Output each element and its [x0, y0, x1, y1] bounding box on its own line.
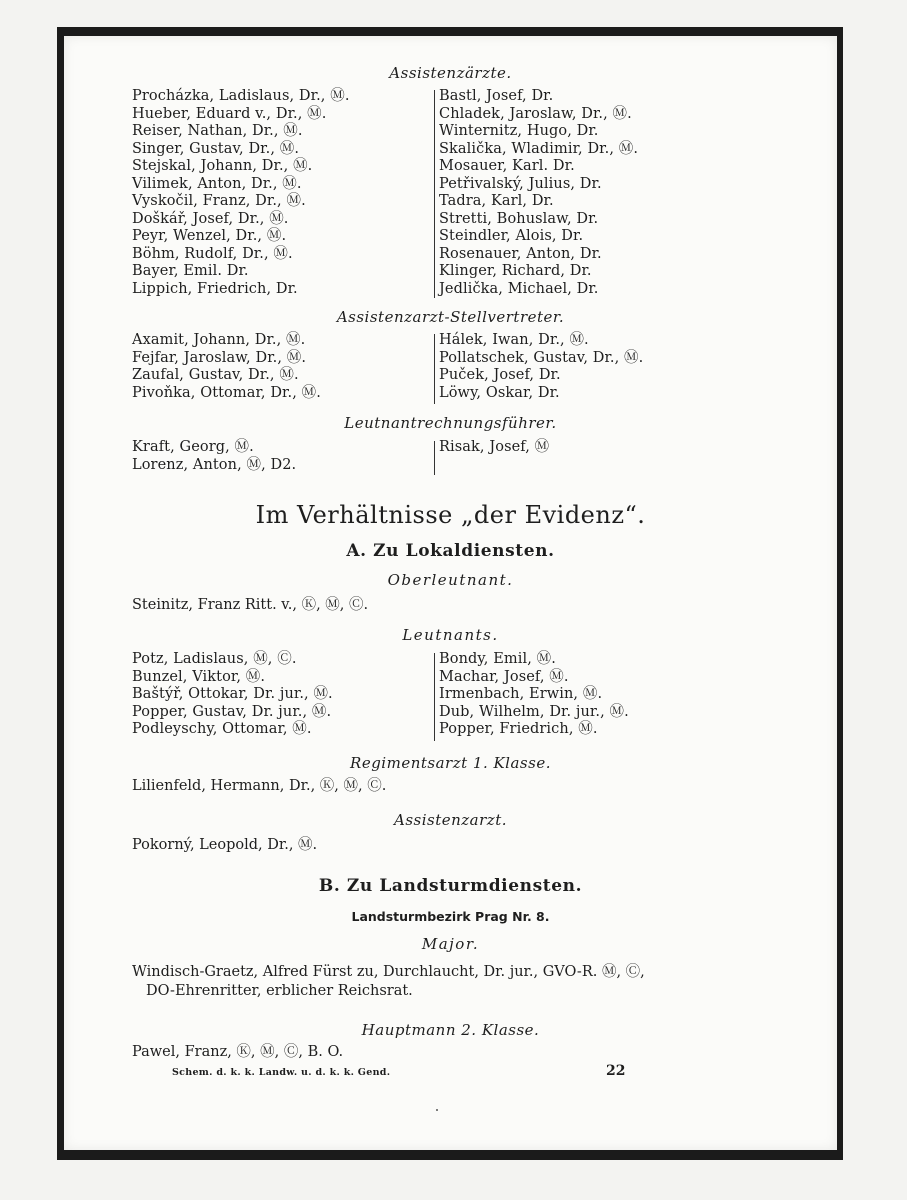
entry-major-line-1: Windisch-Graetz, Alfred Fürst zu, Durchlaucht, Dr. jur., GVO-R. Ⓜ, Ⓒ,	[132, 964, 645, 980]
footer-publication: Schem. d. k. k. Landw. u. d. k. k. Gend.	[172, 1067, 391, 1078]
list-leutnants	[132, 651, 772, 741]
list-item: Potz, Ladislaus, Ⓜ, Ⓒ.	[132, 651, 297, 667]
list-item: Podleyschy, Ottomar, Ⓜ.	[132, 721, 312, 737]
list-item: Lippich, Friedrich, Dr.	[132, 280, 298, 297]
section-title-stellvertreter: Assistenzarzt-Stellvertreter.	[336, 308, 565, 326]
page-content	[64, 36, 837, 1150]
list-item: Petřivalský, Julius, Dr.	[439, 175, 602, 192]
heading-lokaldienste: A. Zu Lokaldiensten.	[346, 541, 555, 561]
list-item: Procházka, Ladislaus, Dr., Ⓜ.	[132, 88, 350, 104]
column-right	[439, 439, 769, 457]
column-left	[132, 88, 434, 298]
subheading-landsturmbezirk: Landsturmbezirk Prag Nr. 8.	[351, 909, 550, 924]
column-left	[132, 651, 434, 739]
list-item: Vilimek, Anton, Dr., Ⓜ.	[132, 175, 302, 192]
heading-landsturmdienste: B. Zu Landsturmdiensten.	[318, 876, 583, 896]
section-title-regimentsarzt: Regimentsarzt 1. Klasse.	[350, 754, 551, 772]
heading-evidenz: Im Verhältnisse „der Evidenz“.	[255, 501, 646, 529]
list-item: Reiser, Nathan, Dr., Ⓜ.	[132, 123, 303, 139]
list-item: Stretti, Bohuslaw, Dr.	[439, 210, 599, 227]
list-item: Zaufal, Gustav, Dr., Ⓜ.	[132, 367, 299, 383]
list-item: Peyr, Wenzel, Dr., Ⓜ.	[132, 228, 287, 244]
list-item: Doškář, Josef, Dr., Ⓜ.	[132, 210, 289, 227]
list-item: Rosenauer, Anton, Dr.	[439, 245, 602, 262]
document-page	[64, 36, 837, 1150]
column-divider	[434, 334, 435, 404]
list-item: Stejskal, Johann, Dr., Ⓜ.	[132, 158, 313, 174]
list-item: Popper, Gustav, Dr. jur., Ⓜ.	[132, 703, 332, 720]
section-title-assistenzaerzte: Assistenzärzte.	[389, 64, 512, 82]
list-item: Jedlička, Michael, Dr.	[439, 280, 599, 297]
list-item: Baštýř, Ottokar, Dr. jur., Ⓜ.	[132, 686, 333, 702]
section-title-oberleutnant: Oberleutnant.	[387, 571, 514, 589]
list-item: Böhm, Rudolf, Dr., Ⓜ.	[132, 245, 293, 262]
entry-oberleutnant: Steinitz, Franz Ritt. v., Ⓚ, Ⓜ, Ⓒ.	[132, 597, 369, 613]
list-stellvertreter	[132, 332, 772, 404]
list-item: Klinger, Richard, Dr.	[439, 263, 592, 279]
list-item: Skalička, Wladimir, Dr., Ⓜ.	[439, 140, 639, 157]
list-item: Steindler, Alois, Dr.	[439, 228, 584, 244]
entry-regimentsarzt: Lilienfeld, Hermann, Dr., Ⓚ, Ⓜ, Ⓒ.	[132, 778, 387, 794]
entry-hauptmann: Pawel, Franz, Ⓚ, Ⓜ, Ⓒ, B. O.	[132, 1044, 344, 1060]
list-item: Kraft, Georg, Ⓜ.	[132, 439, 254, 455]
list-item: Fejfar, Jaroslaw, Dr., Ⓜ.	[132, 349, 307, 366]
section-title-hauptmann: Hauptmann 2. Klasse.	[361, 1021, 540, 1039]
list-item: Lorenz, Anton, Ⓜ, D2.	[132, 456, 297, 473]
list-item: Bastl, Josef, Dr.	[439, 88, 554, 104]
list-item: Irmenbach, Erwin, Ⓜ.	[439, 686, 603, 702]
page-number: 22	[606, 1063, 626, 1079]
section-title-assistenzarzt: Assistenzarzt.	[393, 811, 507, 829]
column-left	[132, 439, 434, 474]
list-item: Hueber, Eduard v., Dr., Ⓜ.	[132, 105, 327, 122]
column-divider	[434, 441, 435, 475]
column-right	[439, 88, 769, 298]
list-item: Axamit, Johann, Dr., Ⓜ.	[132, 332, 306, 348]
list-item: Vyskočil, Franz, Dr., Ⓜ.	[132, 193, 306, 209]
list-item: Dub, Wilhelm, Dr. jur., Ⓜ.	[439, 703, 629, 720]
section-title-rechnungsfuehrer: Leutnantrechnungsführer.	[344, 414, 557, 432]
entry-major	[132, 963, 782, 1001]
list-rechnungsfuehrer	[132, 439, 772, 475]
list-item: Bondy, Emil, Ⓜ.	[439, 651, 556, 667]
section-title-major: Major.	[421, 935, 480, 953]
scan-speck	[436, 1109, 438, 1111]
list-item: Risak, Josef, Ⓜ	[439, 439, 550, 455]
list-item: Puček, Josef, Dr.	[439, 367, 561, 383]
column-right	[439, 651, 769, 739]
column-divider	[434, 653, 435, 741]
list-item: Bunzel, Viktor, Ⓜ.	[132, 668, 266, 685]
list-item: Popper, Friedrich, Ⓜ.	[439, 721, 598, 737]
list-item: Machar, Josef, Ⓜ.	[439, 668, 569, 685]
list-item: Singer, Gustav, Dr., Ⓜ.	[132, 140, 300, 157]
list-item: Bayer, Emil. Dr.	[132, 263, 249, 279]
column-right	[439, 332, 769, 402]
list-item: Tadra, Karl, Dr.	[439, 193, 554, 209]
list-item: Löwy, Oskar, Dr.	[439, 384, 560, 401]
entry-major-line-2: DO-Ehrenritter, erblicher Reichsrat.	[146, 983, 413, 999]
list-item: Pollatschek, Gustav, Dr., Ⓜ.	[439, 349, 644, 366]
list-item: Chladek, Jaroslaw, Dr., Ⓜ.	[439, 105, 632, 122]
column-divider	[434, 90, 435, 298]
list-assistenzaerzte	[132, 88, 772, 300]
section-title-leutnants: Leutnants.	[402, 626, 499, 644]
list-item: Mosauer, Karl. Dr.	[439, 158, 575, 174]
list-item: Hálek, Iwan, Dr., Ⓜ.	[439, 332, 589, 348]
list-item: Pivoňka, Ottomar, Dr., Ⓜ.	[132, 384, 321, 401]
list-item: Winternitz, Hugo, Dr.	[439, 123, 599, 139]
column-left	[132, 332, 434, 402]
entry-assistenzarzt: Pokorný, Leopold, Dr., Ⓜ.	[132, 837, 318, 853]
